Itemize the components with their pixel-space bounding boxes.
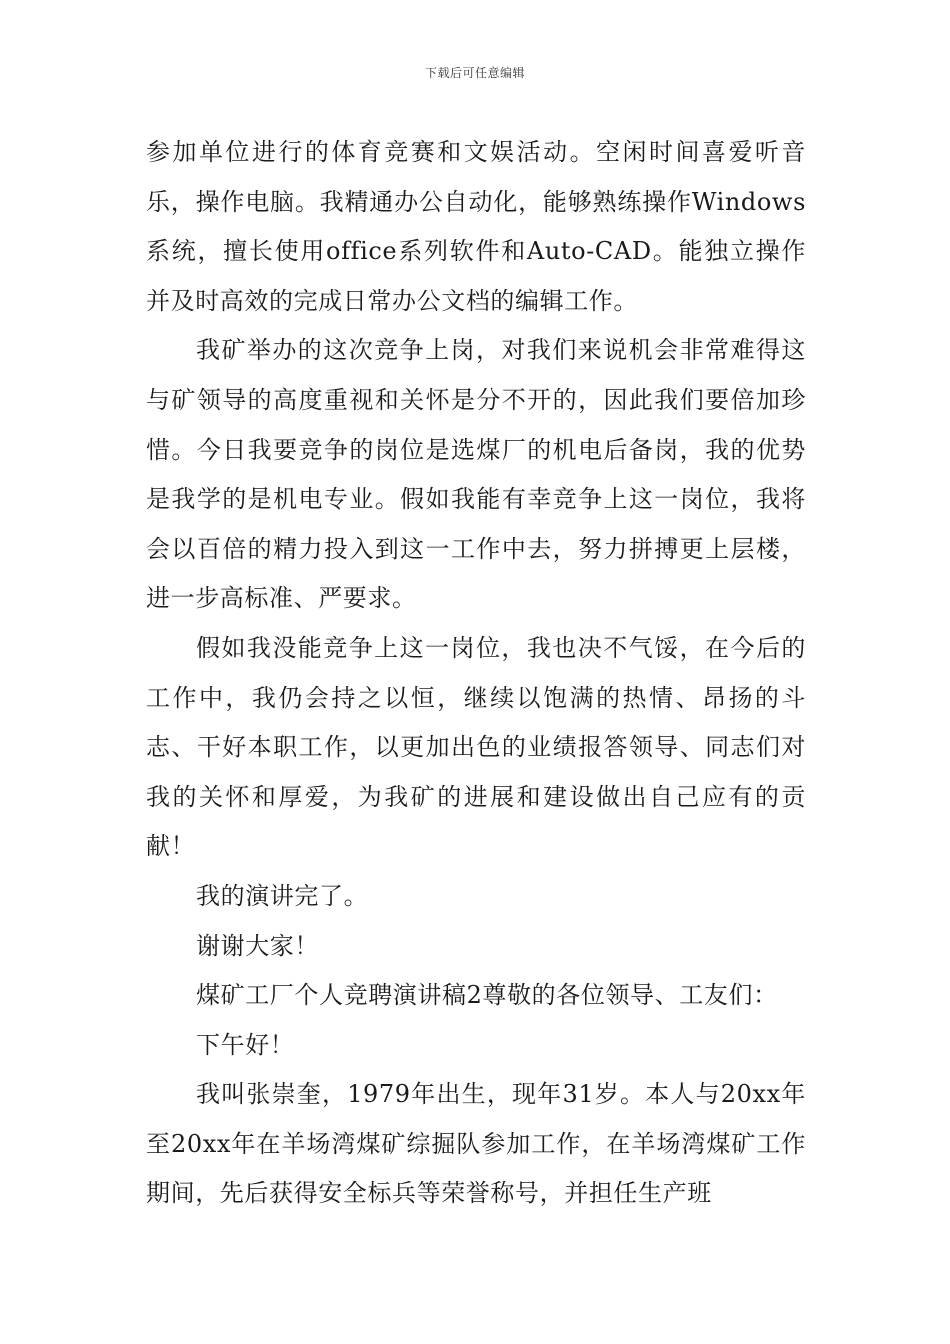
page-header: 下载后可任意编辑 (424, 66, 525, 80)
paragraph: 假如我没能竞争上这一岗位，我也决不气馁，在今后的工作中，我仍会持之以恒，继续以饱满的热情、昂扬的斗志、干好本职工作，以更加出色的业绩报答领导、同志们对我的关怀和厚爱，为我矿的进展和建设做出自己应有的贡献！ (146, 633, 806, 861)
paragraph: 我的演讲完了。 (196, 881, 369, 910)
paragraph: 谢谢大家！ (196, 931, 319, 960)
document-body (146, 128, 806, 1219)
paragraph: 我叫张崇奎，1979年出生，现年31岁。本人与20xx年至20xx年在羊场湾煤矿综掘队参加工作，在羊场湾煤矿工作期间，先后获得安全标兵等荣誉称号，并担任生产班 (146, 1080, 806, 1208)
paragraph: 煤矿工厂个人竞聘演讲稿2尊敬的各位领导、工友们： (196, 981, 778, 1010)
paragraph: 参加单位进行的体育竞赛和文娱活动。空闲时间喜爱听音乐，操作电脑。我精通办公自动化，能够熟练操作Windows系统，擅长使用office系列软件和Auto-CAD。能独立操作并及时高效的完成日常办公文档的编辑工作。 (146, 138, 806, 315)
paragraph: 下午好！ (196, 1030, 295, 1059)
paragraph: 我矿举办的这次竞争上岗，对我们来说机会非常难得这与矿领导的高度重视和关怀是分不开的，因此我们要倍加珍惜。今日我要竞争的岗位是选煤厂的机电后备岗，我的优势是我学的是机电专业。假如我能有幸竞争上这一岗位，我将会以百倍的精力投入到这一工作中去，努力拼搏更上层楼，进一步高标准、严要求。 (146, 336, 806, 613)
